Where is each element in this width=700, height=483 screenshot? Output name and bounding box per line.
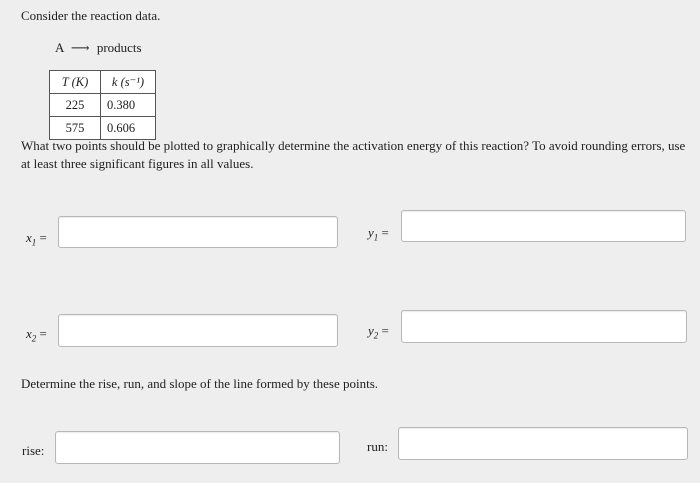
header-temperature: T (K)	[50, 71, 101, 94]
x2-input[interactable]	[58, 314, 338, 347]
product: products	[96, 40, 142, 55]
cell-rate-constant: 0.606	[101, 117, 156, 140]
reaction-equation	[55, 40, 142, 56]
cell-rate-constant: 0.380	[101, 94, 156, 117]
reactant: A	[55, 40, 64, 55]
cell-temperature: 225	[50, 94, 101, 117]
table-header-row	[50, 71, 156, 94]
x1-sub: 1	[31, 237, 37, 248]
x2-eq: =	[39, 326, 47, 341]
y2-eq: =	[381, 323, 389, 338]
y1-sub: 1	[373, 232, 379, 243]
x1-input[interactable]	[58, 216, 338, 248]
intro-text: Consider the reaction data.	[21, 8, 161, 23]
x1-var: x	[26, 230, 32, 245]
run-input[interactable]	[398, 427, 688, 460]
cell-temperature: 575	[50, 117, 101, 140]
rise-label: rise:	[22, 443, 45, 458]
x2-label	[26, 326, 47, 344]
y1-label	[368, 225, 389, 243]
rise-run-prompt: Determine the rise, run, and slope of the line formed by these points.	[21, 376, 379, 391]
data-table	[49, 70, 156, 140]
run-label: run:	[367, 439, 388, 454]
header-rate-constant: k (s⁻¹)	[101, 71, 156, 94]
table-row	[50, 94, 156, 117]
y1-input[interactable]	[401, 210, 686, 242]
y1-eq: =	[381, 225, 389, 240]
question-text: What two points should be plotted to graphically determine the activation energy of this reaction? To avoid rounding errors, use at least three significant figures in all values.	[21, 138, 686, 171]
x2-sub: 2	[31, 333, 37, 344]
reaction-arrow-icon: ⟶	[70, 40, 90, 55]
x1-label	[26, 230, 47, 248]
x1-eq: =	[39, 230, 47, 245]
y1-var: y	[368, 225, 374, 240]
y2-var: y	[368, 323, 374, 338]
x2-var: x	[26, 326, 32, 341]
y2-sub: 2	[373, 330, 379, 341]
y2-input[interactable]	[401, 310, 687, 343]
rise-input[interactable]	[55, 431, 340, 464]
y2-label	[368, 323, 389, 341]
